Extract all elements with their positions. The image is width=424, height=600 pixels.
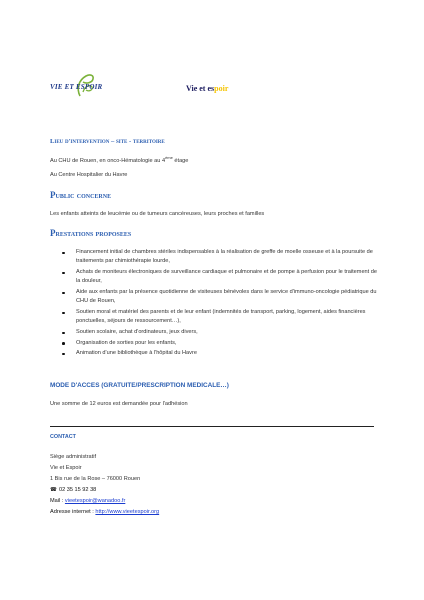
list-item: Animation d'une bibliothèque à l'hôpital du Havre — [50, 349, 380, 358]
contact-line-office: Siège administratif — [50, 454, 97, 460]
list-item: Aide aux enfants par la présence quotidienne de visiteuses bénévoles dans le service d'immuno-oncologie pédiatrique du CHU de Rouen, — [50, 288, 380, 307]
contact-web: Adresse internet : http://www.vieetespoir.org — [50, 509, 160, 515]
contact-phone — [50, 487, 96, 493]
bullet-icon — [62, 332, 65, 335]
logo-wordmark: VIE ET ESPOIR — [50, 83, 103, 91]
phone-icon: ☎ — [50, 487, 57, 493]
contact-line-address: 1 Bis rue de la Rose – 76000 Rouen — [50, 476, 141, 482]
website-link[interactable]: http://www.vieetespoir.org — [95, 509, 160, 515]
bullet-icon — [62, 272, 65, 275]
bullet-icon — [62, 353, 65, 356]
intervention-line-2: Au Centre Hospitalier du Havre — [50, 172, 128, 178]
prestations-list — [50, 248, 380, 360]
public-text: Les enfants atteints de leucémie ou de tumeurs cancéreuses, leurs proches et familles — [50, 211, 265, 217]
list-item: Soutien scolaire, achat d'ordinateurs, jeux divers, — [50, 328, 380, 337]
bullet-icon — [62, 342, 65, 345]
mail-link[interactable]: vieetespoir@wanadoo.fr — [64, 498, 126, 504]
logo — [50, 72, 116, 100]
contact-mail: Mail : vieetespoir@wanadoo.fr — [50, 498, 126, 504]
contact-title: CONTACT — [50, 434, 76, 440]
list-item: Organisation de sorties pour les enfants, — [50, 339, 380, 348]
brand-name: Vie et espoir — [186, 84, 229, 93]
intervention-line-1: Au CHU de Rouen, en onco-Hématologie au 4ème étage — [50, 155, 189, 164]
list-item: Soutien moral et matériel des parents et de leur enfant (indemnités de transport, parking, logement, aides financières ponctuelles, séjours de ressourcement…), — [50, 308, 380, 327]
list-item: Financement initial de chambres stériles indispensables à la réalisation de greffe de moelle osseuse et à la poursuite de traitements par chimiothérapie lourde, — [50, 248, 380, 267]
divider — [50, 426, 374, 427]
contact-line-org: Vie et Espoir — [50, 465, 82, 471]
bullet-icon — [62, 252, 65, 255]
section-title-intervention: Lieu d'intervention – site - territoire — [50, 138, 165, 145]
bullet-icon — [62, 292, 65, 295]
bullet-icon — [62, 312, 65, 315]
list-item: Achats de moniteurs électroniques de surveillance cardiaque et pulmonaire et de pompe à perfusion pour le traitement de la douleur, — [50, 268, 380, 287]
section-title-prestations: Prestations proposees — [50, 228, 132, 238]
section-title-public: Public concerne — [50, 190, 112, 200]
section-title-access: MODE D'ACCES (GRATUITE/PRESCRIPTION MEDICALE…) — [50, 382, 229, 389]
access-text: Une somme de 12 euros est demandée pour l'adhésion — [50, 401, 188, 407]
phone-number[interactable]: 02 35 15 92 38 — [58, 487, 97, 493]
